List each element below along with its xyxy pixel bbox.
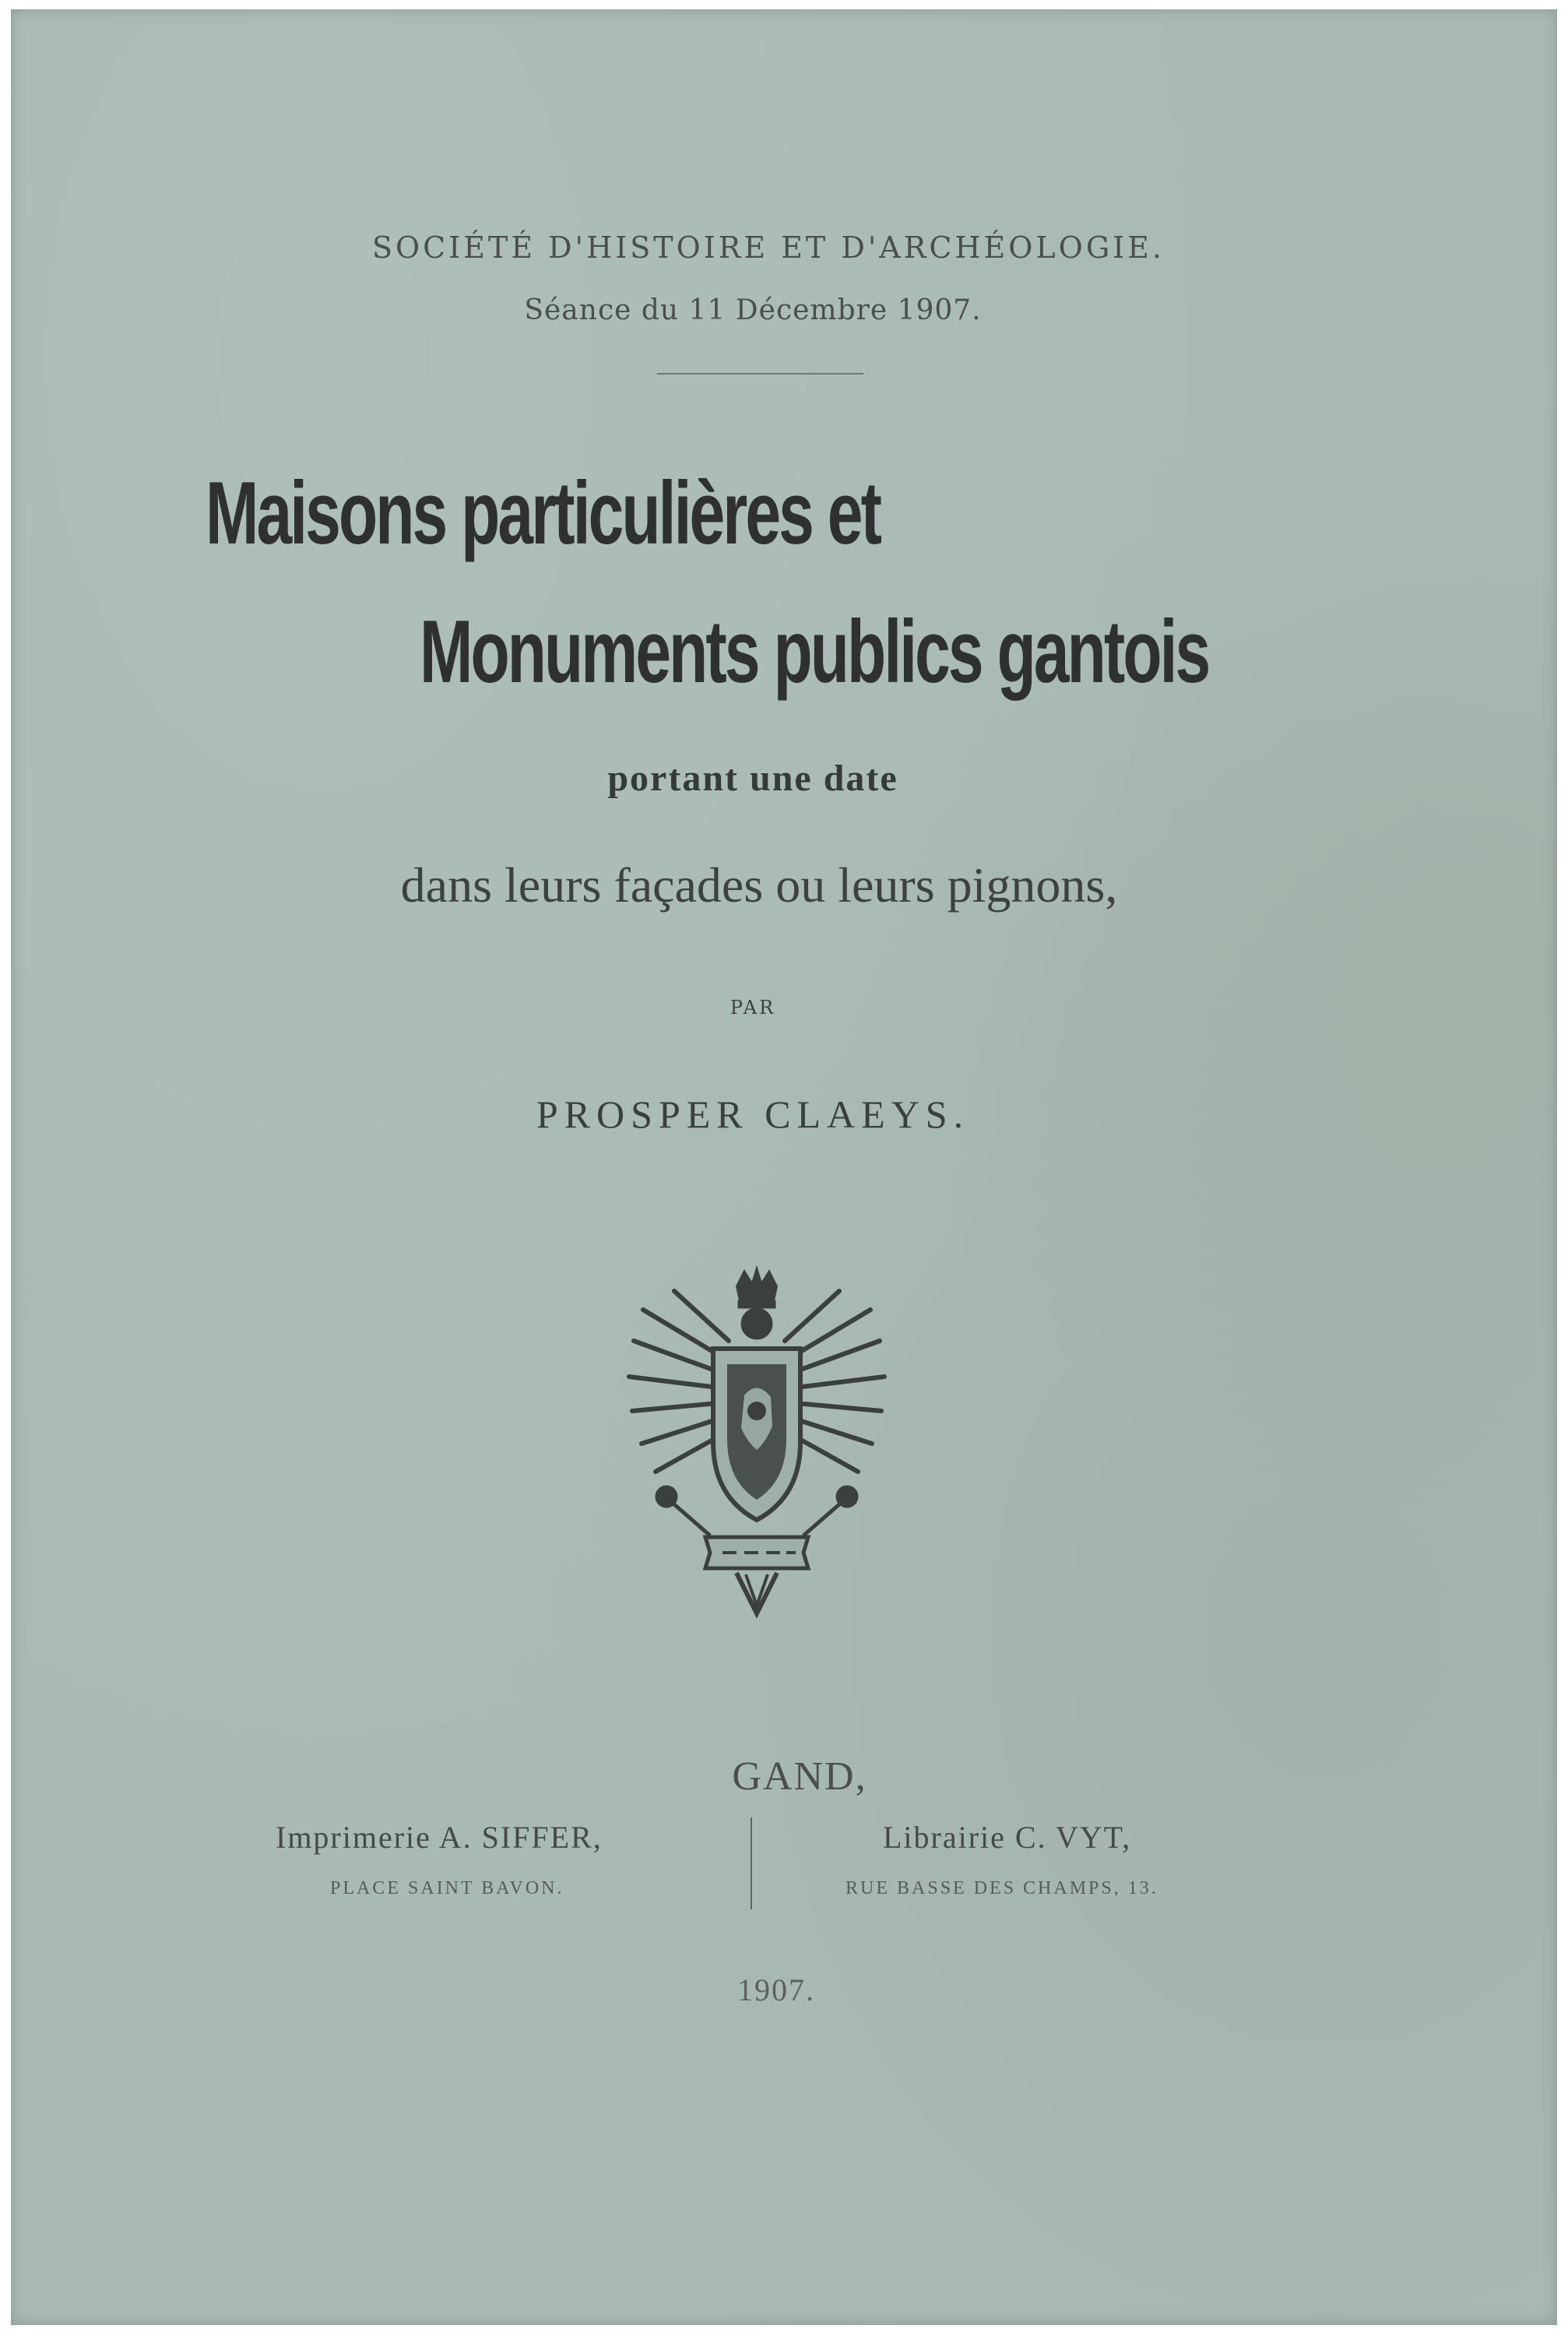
book-cover [11, 9, 1557, 2325]
bookseller-address: RUE BASSE DES CHAMPS, 13. [846, 1878, 1158, 1898]
subtitle-line-2: dans leurs façades ou leurs pignons, [400, 857, 1118, 913]
subtitle-line-1: portant une date [607, 758, 898, 799]
title-line-1: Maisons particulières et [206, 464, 881, 563]
imprint-divider [751, 1817, 752, 1909]
author-name: PROSPER CLAEYS. [536, 1092, 970, 1136]
bookseller-name: Librairie C. VYT, [883, 1820, 1132, 1855]
publication-year: 1907. [737, 1972, 815, 2007]
printer-address: PLACE SAINT BAVON. [330, 1878, 564, 1898]
society-heading: SOCIÉTÉ D'HISTOIRE ET D'ARCHÉOLOGIE. [371, 230, 1165, 265]
divider-rule [657, 373, 863, 375]
printer-name: Imprimerie A. SIFFER, [276, 1820, 603, 1855]
seance-date: Séance du 11 Décembre 1907. [524, 294, 982, 326]
title-line-2: Monuments publics gantois [420, 603, 1209, 702]
imprint-city: GAND, [732, 1754, 867, 1799]
byline-par: PAR [730, 997, 776, 1018]
coat-of-arms-emblem-icon [620, 1263, 894, 1621]
